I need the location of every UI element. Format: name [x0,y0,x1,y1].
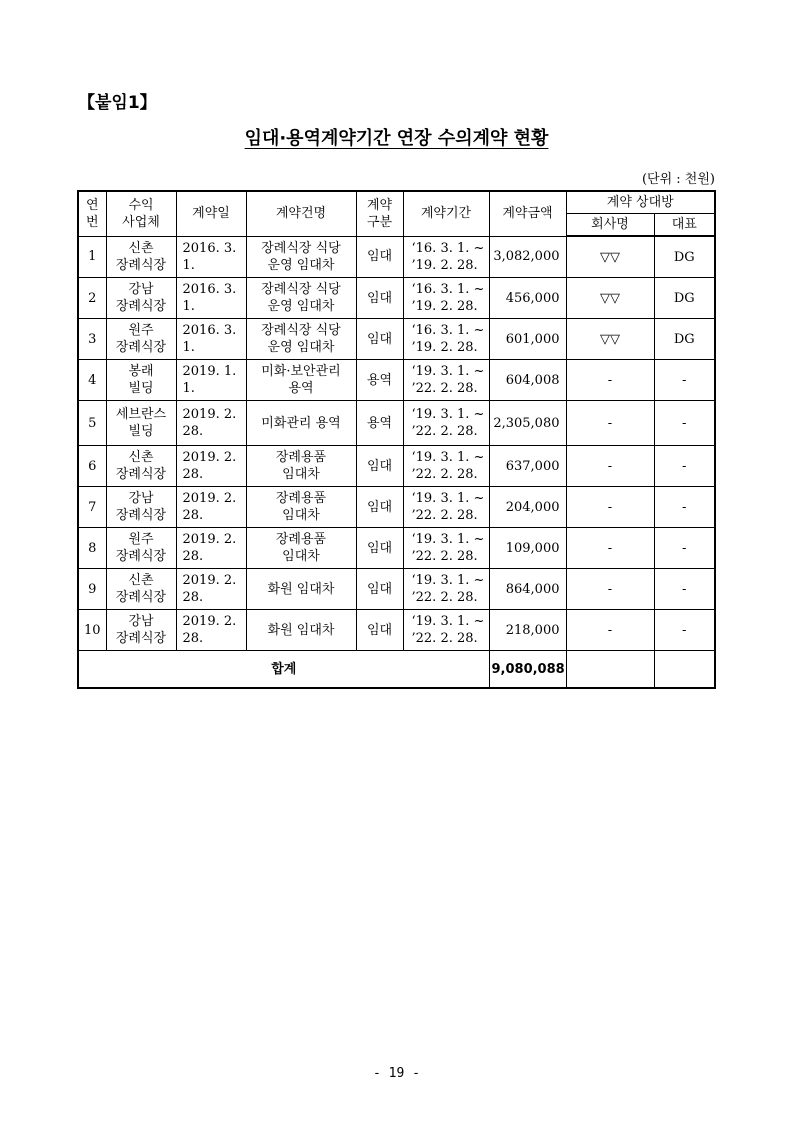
cell-contract-period-line: ’22. 2. 28. [411,590,478,605]
document-title: 임대·용역계약기간 연장 수의계약 현황 [244,128,549,149]
cell-contract-period-line: ’22. 2. 28. [411,549,478,564]
cell-business-line: 세브란스 [115,407,167,422]
cell-business-line: 원주 [128,532,154,547]
cell-contract-period [403,401,489,446]
cell-contract-type: 임대 [356,487,403,528]
cell-business-line: 장례식장 [115,590,167,605]
cell-contract-name-line: 장례용품 [275,491,327,506]
total-row [78,651,715,689]
cell-business [106,528,176,569]
cell-contract-type: 임대 [356,528,403,569]
table-row [78,360,715,401]
cell-contract-name-line: 운영 임대차 [267,340,335,355]
cell-business-line: 장례식장 [115,299,167,314]
cell-no: 4 [78,360,106,401]
cell-contract-amount: 604,008 [489,360,566,401]
cell-no: 10 [78,610,106,651]
cell-contract-amount: 2,305,080 [489,401,566,446]
table-row [78,610,715,651]
cell-contract-type: 임대 [356,236,403,278]
cell-contract-period-line: ’19. 2. 28. [411,299,478,314]
table-row [78,319,715,360]
cell-no: 3 [78,319,106,360]
cell-company-name: - [566,487,654,528]
cell-contract-date: 2019. 2. 28. [176,401,246,446]
total-label: 합계 [78,651,489,689]
cell-business-line: 장례식장 [115,631,167,646]
cell-company-name: - [566,401,654,446]
cell-contract-name [246,401,356,446]
cell-contract-date: 2016. 3. 1. [176,236,246,278]
cell-contract-period-line: ’22. 2. 28. [411,631,478,646]
cell-contract-period [403,319,489,360]
cell-contract-period-line: ’22. 2. 28. [411,467,478,482]
cell-business-line: 장례식장 [115,340,167,355]
header-contract-amount: 계약금액 [489,191,566,236]
cell-contract-amount: 109,000 [489,528,566,569]
header-business [106,191,176,236]
cell-company-name: - [566,610,654,651]
cell-contract-period-line: ‘19. 3. 1. ~ [411,407,485,422]
cell-business-line: 장례식장 [115,257,167,273]
cell-contract-type: 임대 [356,446,403,487]
cell-company-name: ▽▽ [566,319,654,360]
cell-contract-name-line: 미화·보안관리 [261,364,341,379]
cell-contract-name [246,446,356,487]
header-business-line1: 수익 [128,197,154,213]
cell-business [106,278,176,319]
cell-contract-date: 2019. 2. 28. [176,446,246,487]
header-type-line2: 구분 [366,214,393,230]
cell-business [106,401,176,446]
cell-contract-name-line: 운영 임대차 [267,299,335,314]
cell-contract-name-line: 용역 [288,381,314,396]
cell-representative: - [654,446,715,487]
cell-business-line: 신촌 [128,240,154,256]
cell-contract-period-line: ‘19. 3. 1. ~ [411,532,485,547]
header-counterparty: 계약 상대방 [566,191,715,214]
cell-business [106,236,176,278]
table-row [78,236,715,278]
cell-business-line: 신촌 [128,573,154,588]
cell-business-line: 빌딩 [128,424,154,439]
cell-company-name: ▽▽ [566,236,654,278]
cell-contract-type: 임대 [356,610,403,651]
cell-company-name: - [566,528,654,569]
cell-contract-name-line: 장례용품 [275,532,327,547]
cell-contract-name [246,236,356,278]
cell-representative: - [654,401,715,446]
header-representative: 대표 [654,214,715,237]
total-representative-empty [654,651,715,689]
cell-representative: - [654,528,715,569]
cell-contract-type: 임대 [356,278,403,319]
cell-no: 5 [78,401,106,446]
cell-contract-name-line: 운영 임대차 [267,257,335,273]
cell-contract-name-line: 임대차 [282,549,320,564]
cell-contract-type: 용역 [356,360,403,401]
cell-contract-name-line: 화원 임대차 [267,581,335,597]
attachment-label: 【붙임1】 [78,93,157,113]
cell-business [106,610,176,651]
cell-contract-name-line: 임대차 [282,508,320,523]
cell-business-line: 강남 [128,614,154,629]
table-row [78,278,715,319]
cell-contract-name-line: 장례식장 식당 [261,323,341,338]
cell-contract-period [403,236,489,278]
cell-contract-type: 임대 [356,319,403,360]
header-type-line1: 계약 [366,197,393,213]
cell-contract-type: 용역 [356,401,403,446]
cell-contract-period [403,528,489,569]
cell-contract-date: 2019. 2. 28. [176,610,246,651]
cell-representative: DG [654,278,715,319]
cell-contract-period-line: ’22. 2. 28. [411,508,478,523]
cell-representative: - [654,360,715,401]
cell-business-line: 장례식장 [115,508,167,523]
cell-contract-period-line: ‘19. 3. 1. ~ [411,491,485,506]
cell-no: 6 [78,446,106,487]
cell-no: 2 [78,278,106,319]
cell-contract-date: 2019. 2. 28. [176,569,246,610]
table-row [78,401,715,446]
cell-business-line: 신촌 [128,450,154,465]
cell-contract-period-line: ‘16. 3. 1. ~ [411,323,485,338]
cell-business-line: 빌딩 [128,381,154,396]
cell-no: 7 [78,487,106,528]
cell-contract-name-line: 장례식장 식당 [261,282,341,297]
cell-company-name: - [566,569,654,610]
cell-contract-amount: 3,082,000 [489,236,566,278]
header-contract-type [356,191,403,236]
table-row [78,487,715,528]
cell-contract-name-line: 미화관리 용역 [261,415,341,431]
total-company-empty [566,651,654,689]
cell-contract-type: 임대 [356,569,403,610]
cell-contract-name-line: 장례용품 [275,450,327,465]
cell-contract-period [403,360,489,401]
cell-company-name: - [566,446,654,487]
cell-contract-date: 2019. 1. 1. [176,360,246,401]
cell-representative: - [654,569,715,610]
cell-business [106,569,176,610]
cell-contract-name [246,610,356,651]
cell-company-name: - [566,360,654,401]
cell-representative: DG [654,319,715,360]
cell-contract-name [246,360,356,401]
table-row [78,528,715,569]
cell-representative: - [654,487,715,528]
cell-business-line: 원주 [128,323,154,338]
cell-business [106,319,176,360]
cell-contract-name [246,278,356,319]
cell-business [106,446,176,487]
header-no [78,191,106,236]
cell-business [106,487,176,528]
cell-contract-amount: 204,000 [489,487,566,528]
total-amount: 9,080,088 [489,651,566,689]
page-number: - 19 - [373,1066,420,1081]
cell-contract-amount: 456,000 [489,278,566,319]
cell-contract-period-line: ‘19. 3. 1. ~ [411,573,485,588]
cell-contract-amount: 864,000 [489,569,566,610]
cell-business-line: 강남 [128,282,154,297]
header-business-line2: 사업체 [122,214,160,230]
cell-contract-name [246,528,356,569]
table-row [78,446,715,487]
cell-contract-period-line: ‘19. 3. 1. ~ [411,364,485,379]
cell-contract-period [403,569,489,610]
cell-contract-period-line: ’22. 2. 28. [411,424,478,439]
cell-contract-period-line: ‘19. 3. 1. ~ [411,450,485,465]
cell-no: 1 [78,236,106,278]
cell-contract-name [246,569,356,610]
cell-contract-name-line: 임대차 [282,467,320,482]
cell-contract-date: 2019. 2. 28. [176,487,246,528]
cell-contract-name [246,487,356,528]
cell-contract-period-line: ’19. 2. 28. [411,340,478,355]
cell-contract-name [246,319,356,360]
cell-contract-period-line: ’22. 2. 28. [411,381,478,396]
cell-contract-period [403,610,489,651]
cell-business-line: 장례식장 [115,549,167,564]
header-contract-date: 계약일 [176,191,246,236]
header-no-line2: 번 [85,214,99,230]
header-company-name: 회사명 [566,214,654,237]
cell-contract-name-line: 화원 임대차 [267,622,335,638]
header-contract-period: 계약기간 [403,191,489,236]
cell-contract-date: 2019. 2. 28. [176,528,246,569]
contract-table [77,190,716,689]
cell-contract-period-line: ’19. 2. 28. [411,257,478,273]
cell-contract-amount: 601,000 [489,319,566,360]
cell-contract-period [403,278,489,319]
header-no-line1: 연 [85,197,99,213]
unit-label: (단위 : 천원) [641,172,715,187]
cell-no: 8 [78,528,106,569]
cell-contract-date: 2016. 3. 1. [176,319,246,360]
cell-contract-period [403,446,489,487]
cell-contract-period [403,487,489,528]
table-body [78,236,715,688]
cell-business-line: 장례식장 [115,467,167,482]
cell-contract-name-line: 장례식장 식당 [261,240,341,256]
cell-contract-amount: 637,000 [489,446,566,487]
cell-contract-period-line: ‘19. 3. 1. ~ [411,614,485,629]
cell-business-line: 강남 [128,491,154,506]
cell-contract-period-line: ‘16. 3. 1. ~ [411,282,485,297]
cell-representative: - [654,610,715,651]
table-row [78,569,715,610]
cell-company-name: ▽▽ [566,278,654,319]
cell-contract-date: 2016. 3. 1. [176,278,246,319]
cell-no: 9 [78,569,106,610]
header-contract-name: 계약건명 [246,191,356,236]
cell-business [106,360,176,401]
cell-contract-amount: 218,000 [489,610,566,651]
cell-business-line: 봉래 [128,364,154,379]
cell-representative: DG [654,236,715,278]
cell-contract-period-line: ‘16. 3. 1. ~ [411,240,485,256]
document-title-wrap [0,124,793,150]
